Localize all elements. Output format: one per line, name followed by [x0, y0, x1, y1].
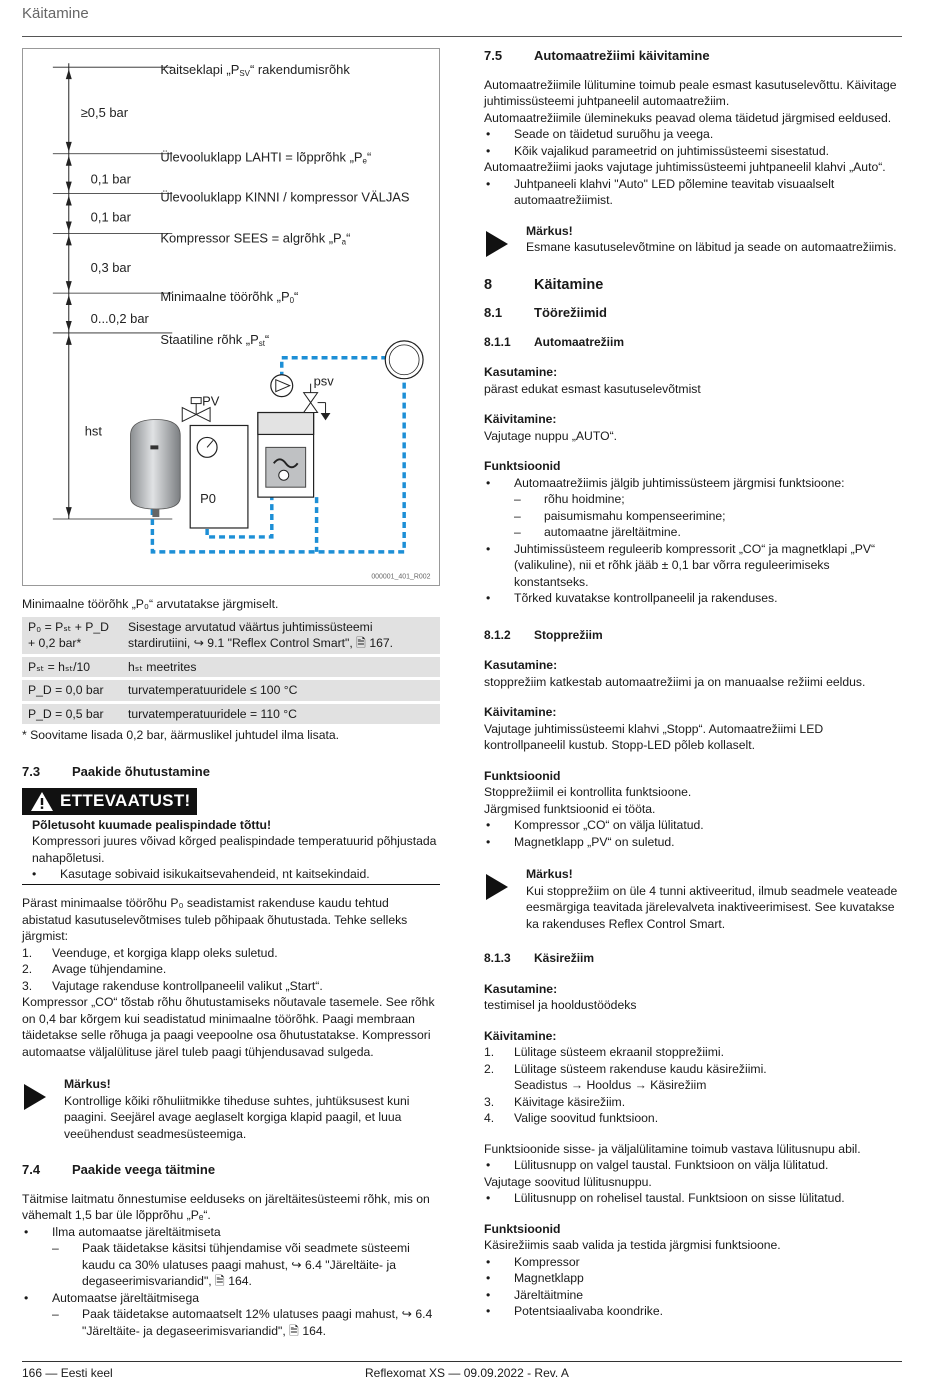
label-bar01b: 0,1 bar: [90, 209, 131, 225]
subheading: Käivitamine:: [484, 412, 557, 426]
subheading: Käivitamine:: [484, 1028, 557, 1043]
warning-bullet: • Kasutage sobivaid isikukaitsevahendeid, nt kaitsekindaid.: [30, 866, 440, 883]
paragraph: testimisel ja hooldustöödeks: [484, 998, 637, 1012]
list-item: – Paak täidetakse automaatselt 12% ulatuses paagi mahust, ↪ 6.4 "Järeltäite- ja degaseerimisvariandid", 🗎 164.: [52, 1306, 440, 1339]
list-item: • Kompressor „CO“ on välja lülitatud.: [484, 817, 902, 834]
note-box: Märkus! Kui stopprežiim on üle 4 tunni aktiveeritud, ilmub seadmele veateade eesmärgiga teavitada järelevalveta inaktiveerimisest. See kuvatakse ka rakenduses Reflex Control Smart.: [484, 866, 902, 932]
list-item: • Automaatrežiimis jälgib juhtimissüsteem järgmisi funktsioone: – rõhu hoidmine; – paisumismahu kompenseerimine; – automaatne järeltäitmine.: [484, 475, 902, 541]
label-compressor-on: Kompressor SEES = algrõhk „Pa“: [160, 230, 351, 247]
list-item: • Magnetklapp „PV“ on suletud.: [484, 834, 902, 851]
label-hst: hst: [84, 423, 102, 439]
label-pv: PV: [202, 393, 220, 409]
label-p0: P0: [200, 491, 216, 507]
table-row: [22, 617, 440, 654]
warning-text: Kompressori juures võivad kõrged pealispindade temperatuurid põhjustada nahapõletusi.: [32, 834, 437, 865]
label-ge05: ≥0,5 bar: [80, 104, 129, 120]
list-item: • Järeltäitmine: [484, 1287, 902, 1304]
subheading: Käivitamine:: [484, 705, 557, 719]
formula-cell: P_D = 0,5 bar: [22, 704, 122, 725]
section-7-5-heading: 7.5 Automaatrežiimi käivitamine: [484, 48, 710, 63]
s74-list: [22, 1224, 440, 1340]
section-8-1-1-heading: 8.1.1 Automaatrežiim: [484, 334, 625, 349]
formula-desc: Sisestage arvutatud väärtus juhtimissüsteemi stardirutiini, ↪ 9.1 "Reflex Control Smart", 🗎 167.: [122, 617, 440, 654]
s75-p3: Automaatrežiimi jaoks vajutage juhtimissüsteemi juhtpaneelil klahvi „Auto“.: [484, 160, 886, 174]
list-item: • Kompressor: [484, 1254, 902, 1271]
subheading: Kasutamine:: [484, 981, 558, 996]
section-7-4-heading: 7.4 Paakide veega täitmine: [22, 1162, 216, 1177]
list-item: – paisumismahu kompenseerimine;: [514, 508, 902, 525]
formula-cell: P₀ = Pₛₜ + P_D + 0,2 bar*: [22, 617, 122, 654]
s73-intro: Pärast minimaalse töörõhu P₀ seadistamist rakenduse kaudu tehtud abistatud kasutuselevõtmises tuleb põhipaak õhutustada. Tehke selleks järgmist:: [22, 896, 408, 943]
note-arrow-icon: [486, 231, 508, 257]
label-static: Staatiline rõhk „Pst“: [160, 331, 270, 348]
footer-page: 166 — Eesti keel: [22, 1366, 113, 1380]
list-item: – Paak täidetakse käsitsi tühjendamise või seadmete süsteemi kaudu ca 30% ulatuses paagi mahust, ↪ 6.4 "Järeltäite- ja degaseerimisvariandid", 🗎 164.: [52, 1240, 440, 1290]
label-bar002: 0...0,2 bar: [90, 310, 149, 326]
label-bar03: 0,3 bar: [90, 260, 131, 276]
section-8-heading: 8 Käitamine: [484, 276, 604, 293]
section-8-1-2-heading: 8.1.2 Stopprežiim: [484, 627, 603, 642]
note-box: Märkus! Esmane kasutuselevõtmine on läbitud ja seade on automaatrežiimis.: [484, 223, 902, 257]
formula-desc: turvatemperatuuridele = 110 °C: [122, 704, 440, 725]
paragraph: Stopprežiimil ei kontrollita funktsioone.: [484, 785, 692, 799]
footer-doc: Reflexomat XS — 09.09.2022 - Rev. A: [365, 1366, 569, 1380]
warning-label: ETTEVAATUST!: [22, 788, 197, 815]
min-intro: Minimaalne töörõhk „P₀“ arvutatakse järgmiselt.: [22, 597, 279, 611]
s75-p1: Automaatrežiimile lülitumine toimub peale esmast kasutuselevõttu. Käivitage juhtimissüsteemi juhtpaneelil automaatrežiim.: [484, 77, 897, 108]
table-row: [22, 657, 440, 678]
left-column: [22, 596, 440, 1339]
list-item: • Lülitusnupp on rohelisel taustal. Funktsioon on sisse lülitatud.: [484, 1190, 902, 1207]
header-rule: [22, 36, 902, 37]
list-item: Seadistus → Hooldus → Käsirežiim: [514, 1078, 707, 1092]
s73-steps: [22, 945, 440, 995]
note-box: Märkus! Kontrollige kõiki rõhuliitmikke tiheduse suhtes, juhtüksusest kuni paagini. Seejärel avage aeglaselt korgiga klapid paagil, et luua veeühendust seadmesüsteemiga.: [22, 1076, 440, 1142]
s74-intro: Täitmise laitmatu õnnestumise eelduseks on järeltäitesüsteemi rõhk, mis on vähemalt 1,5 bar üle lõpprõhu „Pₑ“.: [22, 1191, 430, 1222]
label-psv-pressure: Kaitseklapi „PSV“ rakendumisrõhk: [160, 62, 350, 79]
formula-cell: P_D = 0,0 bar: [22, 680, 122, 701]
subheading: Kasutamine:: [484, 658, 558, 672]
list-item: 1. Veenduge, et korgiga klapp oleks suletud.: [22, 945, 278, 960]
formula-desc: hₛₜ meetrites: [122, 657, 440, 678]
paragraph: pärast edukat esmast kasutuselevõtmist: [484, 381, 701, 396]
section-8-1-heading: 8.1 Töörežiimid: [484, 305, 607, 320]
formula-cell: Pₛₜ = hₛₜ/10: [22, 657, 122, 678]
expansion-vessel-icon: [130, 420, 180, 518]
paragraph: Vajutage nuppu „AUTO“.: [484, 428, 618, 443]
list-item: 4. Valige soovitud funktsioon.: [484, 1111, 659, 1125]
table-row: [22, 704, 440, 725]
list-item: – rõhu hoidmine;: [514, 491, 902, 508]
figure-code: 000001_401_R002: [371, 573, 431, 581]
warning-box: [22, 788, 440, 885]
page-header: Käitamine: [22, 5, 89, 22]
footer-rule: [22, 1361, 902, 1362]
paragraph: Vajutage juhtimissüsteemi klahvi „Stopp“. Automaatrežiimi LED kontrollpaneelil kustub. Stopp-LED põleb kollaselt.: [484, 721, 824, 752]
list-item: • Ilma automaatse järeltäitmiseta – Paak täidetakse käsitsi tühjendamise või seadmete süsteemi kaudu ca 30% ulatuses paagi mahust, ↪ 6.4 "Järeltäite- ja degaseerimisvariandid", 🗎 164.: [22, 1224, 440, 1290]
subheading: Funktsioonid: [484, 459, 561, 473]
list-item: • Magnetklapp: [484, 1270, 902, 1287]
note-arrow-icon: [486, 874, 508, 900]
pressure-diagram: [22, 48, 440, 586]
label-min-pressure: Minimaalne töörõhk „P0“: [160, 289, 299, 306]
list-item: 1. Lülitage süsteem ekraanil stopprežiimi.: [484, 1045, 724, 1059]
paragraph: Funktsioonide sisse- ja väljalülitamine toimub vastava lülitusnupu abil.: [484, 1141, 861, 1156]
list-item: • Automaatse järeltäitmisega – Paak täidetakse automaatselt 12% ulatuses paagi mahust, ↪ 6.4 "Järeltäite- ja degaseerimisvariandid", 🗎 164.: [22, 1290, 440, 1340]
formula-desc: turvatemperatuuridele ≤ 100 °C: [122, 680, 440, 701]
list-item: • Tõrked kuvatakse kontrollpaneelil ja rakenduses.: [484, 590, 902, 607]
label-bar01a: 0,1 bar: [90, 171, 131, 187]
warning-triangle-icon: [30, 791, 54, 812]
list-item: – automaatne järeltäitmine.: [514, 524, 902, 541]
list-item: 3. Käivitage käsirežiim.: [484, 1094, 626, 1109]
subheading: Funktsioonid: [484, 1221, 561, 1236]
list-item: • Seade on täidetud suruõhu ja veega.: [484, 126, 902, 143]
warning-title: Põletusoht kuumade pealispindade tõttu!: [32, 817, 272, 832]
list-item: • Kõik vajalikud parameetrid on juhtimissüsteemi sisestatud.: [484, 143, 902, 160]
section-7-3-heading: 7.3 Paakide õhutustamine: [22, 763, 210, 779]
section-8-1-3-heading: 8.1.3 Käsirežiim: [484, 951, 595, 965]
table-row: [22, 680, 440, 701]
consumer-circle-icon: [385, 341, 423, 379]
paragraph: Järgmised funktsioonid ei tööta.: [484, 801, 656, 816]
label-overflow-closed: Ülevooluklapp KINNI / kompressor VÄLJAS: [160, 189, 410, 205]
list-item: 3. Vajutage rakenduse kontrollpaneelil valikut „Start“.: [22, 978, 323, 993]
subheading: Kasutamine:: [484, 365, 558, 379]
paragraph: Vajutage soovitud lülitusnuppu.: [484, 1174, 652, 1189]
note-arrow-icon: [24, 1084, 46, 1110]
paragraph: Käsirežiimis saab valida ja testida järgmisi funktsioone.: [484, 1238, 781, 1252]
right-column: [484, 48, 902, 1320]
list-item: • Juhtimissüsteem reguleerib kompressorit „CO“ ja magnetklapi „PV“ (valikuline), nii et rõhk jääb ± 0,1 bar võrra reguleerimiseks konstantseks.: [484, 541, 902, 591]
subheading: Funktsioonid: [484, 768, 561, 783]
table-note: * Soovitame lisada 0,2 bar, äärmuslikel juhtudel ilma lisata.: [22, 728, 340, 742]
label-overflow-open: Ülevooluklapp LAHTI = lõpprõhk „Pe“: [160, 149, 372, 166]
list-item: • Juhtpaneeli klahvi "Auto" LED põlemine teavitab visuaalselt automaatrežiimist.: [484, 176, 902, 209]
list-item: • Potentsiaalivaba koondrike.: [484, 1303, 902, 1320]
s75-p2: Automaatrežiimile üleminekuks peavad olema täidetud järgmised eeldused.: [484, 110, 892, 125]
paragraph: stopprežiim katkestab automaatrežiimi ja on manuaalse režiimi eeldus.: [484, 674, 866, 689]
list-item: 2. Avage tühjendamine.: [22, 962, 167, 976]
s73-text: Kompressor „CO“ tõstab rõhu õhutustamiseks nõutavale tasemele. See rõhk on 0,4 bar kõrgem kui seadistatud minimaalne töörõhk. Paagi membraan täidetakse selle rõhuga ja paagi veepoolne osa õhutustatakse. Kompressori automaatse väljalülituse järel tuleb paagi tühjendusavad sulgeda.: [22, 995, 435, 1059]
label-psv: psv: [313, 373, 334, 389]
list-item: 2. Lülitage süsteem rakenduse kaudu käsirežiimi.: [484, 1061, 767, 1076]
list-item: • Lülitusnupp on valgel taustal. Funktsioon on välja lülitatud.: [484, 1157, 902, 1174]
formula-table: [22, 614, 440, 728]
